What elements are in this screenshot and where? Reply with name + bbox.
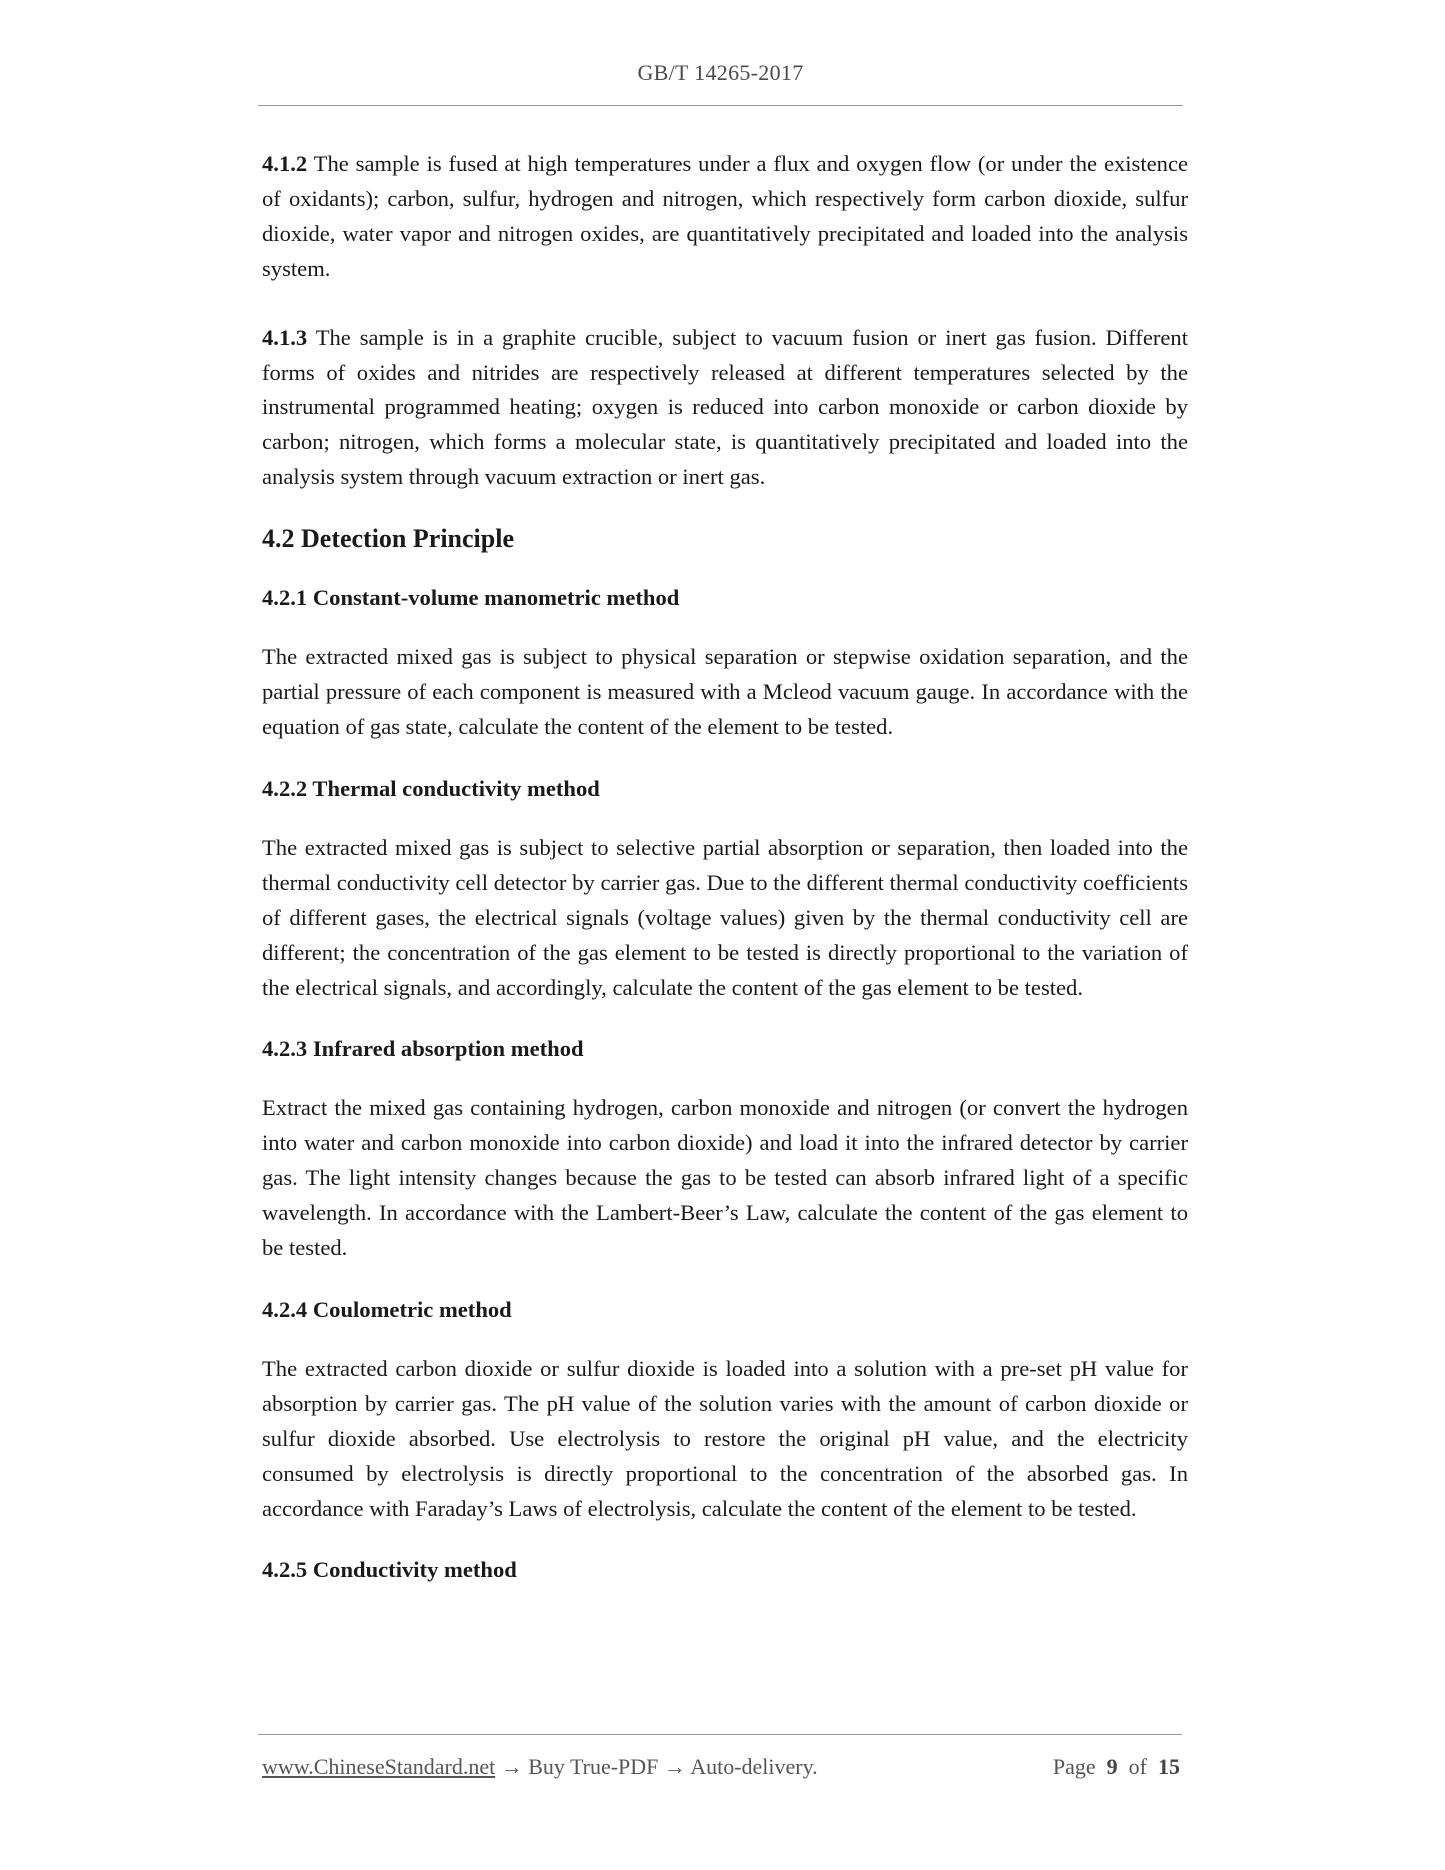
header-divider: [258, 105, 1183, 106]
page-footer: [262, 1754, 1180, 1786]
section-heading-4-2: 4.2 Detection Principle: [262, 524, 514, 554]
clause-text: The sample is in a graphite crucible, subject to vacuum fusion or inert gas fusion. Different forms of oxides and nitrides are respectively released at different temperatures selected by the instrumental programmed heating; oxygen is reduced into carbon monoxide or carbon dioxide by carbon; nitrogen, which forms a molecular state, is quantitatively precipitated and loaded into the analysis system through vacuum extraction or inert gas.: [262, 324, 1188, 490]
of-label: of: [1128, 1754, 1147, 1779]
paragraph-4-2-1: The extracted mixed gas is subject to physical separation or stepwise oxidation separation, and the partial pressure of each component is measured with a Mcleod vacuum gauge. In accordance with the equation of gas state, calculate the content of the element to be tested.: [262, 644, 1188, 739]
paragraph-4-1-3: [262, 321, 1188, 496]
subsection-heading-4-2-1: 4.2.1 Constant-volume manometric method: [262, 585, 680, 611]
page-label: Page: [1052, 1754, 1096, 1779]
subsection-heading-4-2-2: 4.2.2 Thermal conductivity method: [262, 775, 600, 801]
clause-number: 4.1.3: [262, 324, 308, 350]
page-header: GB/T 14265-2017: [637, 60, 804, 85]
page-number: [1053, 1754, 1180, 1780]
promo-text: → Buy True-PDF → Auto-delivery.: [495, 1754, 818, 1779]
subsection-heading-4-2-3: 4.2.3 Infrared absorption method: [262, 1036, 584, 1062]
current-page: 9: [1106, 1754, 1118, 1779]
paragraph-4-2-3: Extract the mixed gas containing hydrogen, carbon monoxide and nitrogen (or convert the hydrogen into water and carbon monoxide into carbon dioxide) and load it into the infrared detector by carrier gas. The light intensity changes because the gas to be tested can absorb infrared light of a specific wavelength. In accordance with the Lambert-Beer’s Law, calculate the content of the gas element to be tested.: [262, 1095, 1188, 1261]
paragraph-4-1-2: [262, 147, 1188, 287]
footer-divider: [258, 1734, 1182, 1735]
site-link[interactable]: www.ChineseStandard.net: [262, 1754, 496, 1779]
clause-number: 4.1.2: [262, 151, 308, 176]
footer-promo: [262, 1754, 818, 1780]
paragraph-4-2-2: The extracted mixed gas is subject to selective partial absorption or separation, then loaded into the thermal conductivity cell detector by carrier gas. Due to the different thermal conductivity coefficients of different gases, the electrical signals (voltage values) given by the thermal conductivity cell are different; the concentration of the gas element to be tested is directly proportional to the variation of the electrical signals, and accordingly, calculate the content of the gas element to be tested.: [262, 834, 1188, 1000]
clause-text: The sample is fused at high temperatures under a flux and oxygen flow (or under the existence of oxidants); carbon, sulfur, hydrogen and nitrogen, which respectively form carbon dioxide, sulfur dioxide, water vapor and nitrogen oxides, are quantitatively precipitated and loaded into the analysis system.: [262, 151, 1188, 281]
paragraph-4-2-4: The extracted carbon dioxide or sulfur dioxide is loaded into a solution with a pre-set pH value for absorption by carrier gas. The pH value of the solution varies with the amount of carbon dioxide or sulfur dioxide absorbed. Use electrolysis to restore the original pH value, and the electricity consumed by electrolysis is directly proportional to the concentration of the absorbed gas. In accordance with Faraday’s Laws of electrolysis, calculate the content of the element to be tested.: [262, 1355, 1188, 1521]
subsection-heading-4-2-5: 4.2.5 Conductivity method: [262, 1557, 517, 1583]
subsection-heading-4-2-4: 4.2.4 Coulometric method: [262, 1296, 512, 1322]
total-pages: 15: [1158, 1754, 1180, 1779]
document-body: [262, 147, 1188, 1587]
